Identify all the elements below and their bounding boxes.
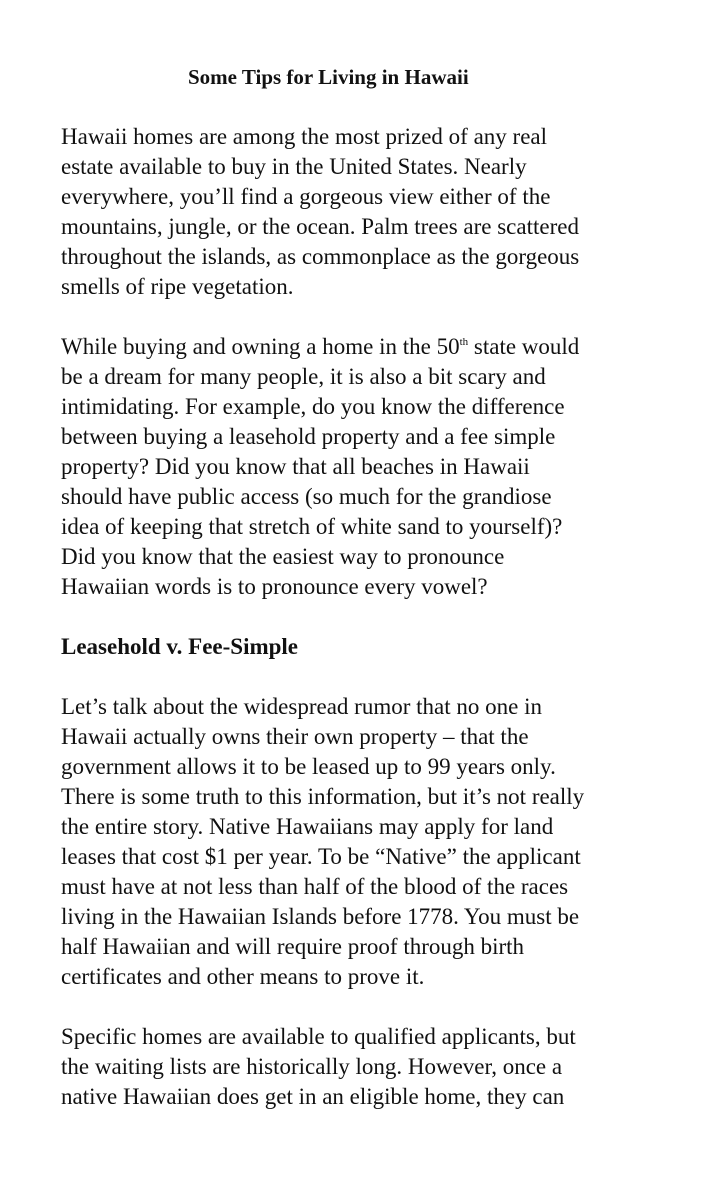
- text-line: intimidating. For example, do you know the difference: [61, 394, 565, 419]
- text-line: should have public access (so much for the grandiose: [61, 484, 552, 509]
- text-line: estate available to buy in the United States. Nearly: [61, 154, 527, 179]
- text-line: [61, 332, 671, 362]
- text-line: everywhere, you’ll find a gorgeous view either of the: [61, 184, 551, 209]
- text-line: property? Did you know that all beaches in Hawaii: [61, 454, 530, 479]
- text-line: half Hawaiian and will require proof through birth: [61, 934, 525, 959]
- paragraph-leasehold: [61, 692, 671, 992]
- text-line: smells of ripe vegetation.: [61, 274, 294, 299]
- text-line: the entire story. Native Hawaiians may apply for land: [61, 814, 554, 839]
- text-line: throughout the islands, as commonplace as the gorgeous: [61, 244, 580, 269]
- text-line: idea of keeping that stretch of white sand to yourself)?: [61, 514, 563, 539]
- text-line: the waiting lists are historically long. However, once a: [61, 1054, 563, 1079]
- text-line: must have at not less than half of the blood of the races: [61, 874, 569, 899]
- text-line: living in the Hawaiian Islands before 1778. You must be: [61, 904, 580, 929]
- text-line: Let’s talk about the widespread rumor that no one in: [61, 694, 542, 719]
- paragraph-intro: [61, 122, 671, 302]
- text-line: between buying a leasehold property and a fee simple: [61, 424, 556, 449]
- text-segment: While buying and owning a home in the 50: [61, 334, 460, 359]
- text-line: Hawaii actually owns their own property – that the: [61, 724, 529, 749]
- text-line: mountains, jungle, or the ocean. Palm trees are scattered: [61, 214, 579, 239]
- text-line: be a dream for many people, it is also a bit scary and: [61, 364, 546, 389]
- text-line: Did you know that the easiest way to pronounce: [61, 544, 505, 569]
- text-line: Specific homes are available to qualified applicants, but: [61, 1024, 576, 1049]
- section-heading: Leasehold v. Fee-Simple: [61, 634, 299, 659]
- text-line: Hawaii homes are among the most prized of any real: [61, 124, 548, 149]
- text-line: certificates and other means to prove it.: [61, 964, 425, 989]
- document-page: [61, 62, 671, 1142]
- paragraph-homes: [61, 1022, 671, 1112]
- text-line: leases that cost $1 per year. To be “Native” the applicant: [61, 844, 581, 869]
- text-line: native Hawaiian does get in an eligible home, they can: [61, 1084, 565, 1109]
- superscript-ordinal: th: [459, 336, 469, 348]
- text-line: There is some truth to this information, but it’s not really: [61, 784, 585, 809]
- paragraph-questions: [61, 332, 671, 602]
- text-line: government allows it to be leased up to 99 years only.: [61, 754, 556, 779]
- text-segment: state would: [468, 334, 580, 359]
- text-line: Hawaiian words is to pronounce every vowel?: [61, 574, 488, 599]
- document-title: Some Tips for Living in Hawaii: [188, 65, 469, 89]
